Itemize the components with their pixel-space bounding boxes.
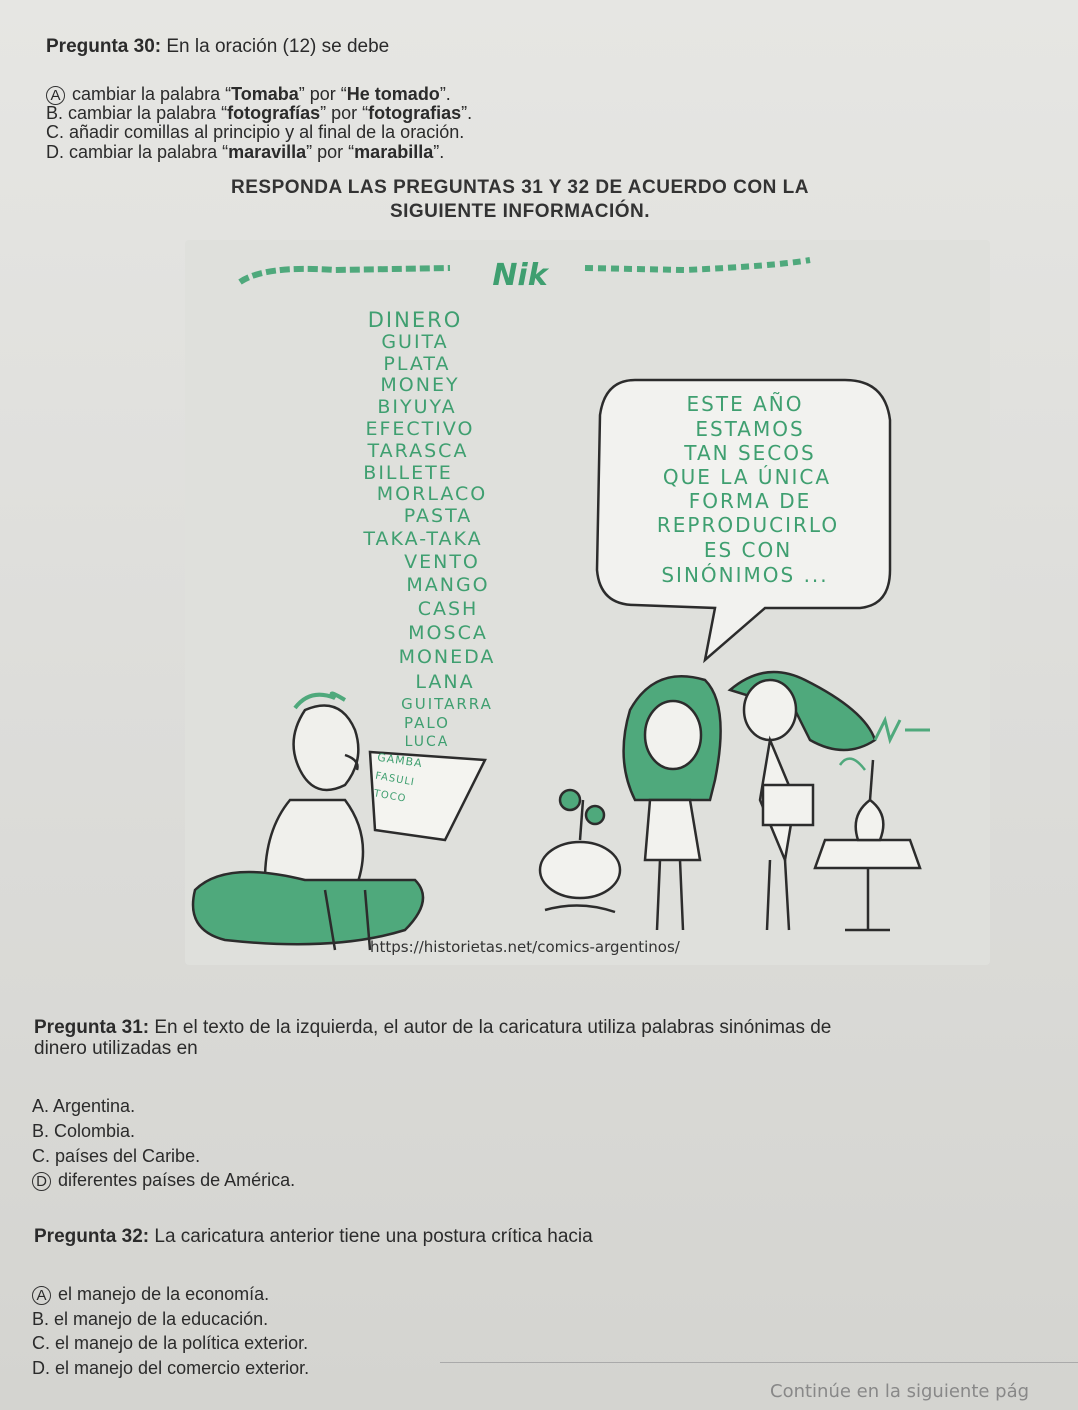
comic-signature: Nik [492, 258, 548, 293]
option-text: ”. [433, 142, 445, 162]
option-letter: D. [46, 142, 64, 162]
bubble-line: ES CON [703, 538, 793, 562]
synonym-word: PLATA [383, 353, 451, 375]
question-31-title [34, 1017, 831, 1039]
option-text: ”. [439, 84, 451, 104]
option-text: ” por “ [320, 103, 369, 123]
bubble-line: QUE LA ÚNICA [662, 465, 832, 489]
option-letter: C. [46, 122, 64, 142]
synonym-word: FASULI [374, 770, 416, 789]
question-31-label: Pregunta 31: [34, 1017, 150, 1038]
q32-option-a[interactable] [32, 1283, 269, 1305]
comic-source-url: https://historietas.net/comics-argentinos/ [370, 938, 680, 956]
question-31-text-cont: dinero utilizadas en [34, 1038, 198, 1059]
synonym-word: GUITA [381, 331, 449, 353]
girl-character [624, 676, 721, 930]
synonym-word: MONEDA [398, 646, 496, 668]
selected-mark-d: D [32, 1172, 51, 1191]
footer-divider [440, 1362, 1078, 1363]
selected-mark-a: A [46, 86, 65, 105]
option-bold-word: Tomaba [231, 84, 299, 104]
bubble-line: REPRODUCIRLO [656, 513, 840, 537]
q32-option-c[interactable]: C. el manejo de la política exterior. [32, 1333, 309, 1353]
bubble-line: SINÓNIMOS ... [661, 563, 829, 587]
q30-option-d[interactable] [46, 141, 444, 163]
synonym-word: BILLETE [363, 462, 453, 484]
synonym-word: TAKA-TAKA [363, 528, 483, 550]
question-30-label: Pregunta 30: [46, 36, 162, 57]
option-text: ” por “ [298, 84, 347, 104]
option-text: ” por “ [306, 142, 355, 162]
synonym-word: MONEY [380, 374, 460, 396]
option-text: cambiar la palabra “ [68, 103, 228, 123]
synonym-word: BIYUYA [377, 396, 457, 418]
synonym-word: DINERO [367, 308, 463, 332]
synonym-word: MANGO [406, 574, 490, 596]
synonym-word: LUCA [404, 734, 450, 750]
synonym-word: GAMBA [376, 750, 424, 771]
option-bold-word: fotografías [227, 103, 321, 123]
option-text: el manejo de la economía. [58, 1284, 270, 1304]
synonym-word: GUITARRA [401, 695, 493, 713]
q31-option-c[interactable]: C. países del Caribe. [32, 1146, 201, 1166]
option-bold-word: He tomado [346, 84, 440, 104]
option-text: diferentes países de América. [58, 1170, 296, 1190]
option-bold-word: maravilla [228, 142, 307, 162]
comic-illustration [185, 240, 990, 965]
boy-character [730, 672, 875, 930]
comic-strip [185, 240, 990, 965]
option-text: cambiar la palabra “ [72, 84, 232, 104]
q32-option-b[interactable]: B. el manejo de la educación. [32, 1309, 269, 1329]
bubble-line: ESTAMOS [695, 417, 805, 441]
section-instruction [150, 176, 890, 224]
synonym-word: PALO [404, 714, 450, 732]
signature-mark [875, 720, 930, 740]
synonym-word: VENTO [404, 551, 480, 573]
synonym-word: LANA [415, 671, 475, 693]
synonym-word: PASTA [403, 505, 473, 527]
instruction-line-2: SIGUIENTE INFORMACIÓN. [389, 201, 651, 222]
synonym-word: MOSCA [408, 622, 488, 644]
question-32-title [34, 1226, 593, 1248]
continue-note: Continúe en la siguiente pág [770, 1381, 1030, 1402]
bubble-line: ESTE AÑO [686, 392, 804, 416]
synonym-word: EFECTIVO [365, 418, 475, 440]
bubble-line: FORMA DE [688, 489, 812, 513]
option-bold-word: marabilla [354, 142, 434, 162]
q31-option-a[interactable]: A. Argentina. [32, 1096, 136, 1116]
question-30-title [46, 36, 389, 58]
q31-option-d[interactable] [32, 1169, 295, 1191]
bubble-line: TAN SECOS [684, 441, 816, 465]
table-with-vase [815, 759, 920, 930]
q30-option-c[interactable] [46, 121, 464, 143]
q31-option-b[interactable]: B. Colombia. [32, 1121, 136, 1141]
question-32-label: Pregunta 32: [34, 1226, 150, 1247]
option-letter: B. [46, 103, 64, 123]
question-32-text: La caricatura anterior tiene una postura crítica hacia [154, 1226, 593, 1247]
instruction-line-1: RESPONDA LAS PREGUNTAS 31 Y 32 DE ACUERDO CON LA [231, 177, 809, 198]
question-30-text: En la oración (12) se debe [166, 36, 390, 57]
synonym-word: TARASCA [367, 440, 469, 462]
synonym-word: TOCO [372, 788, 408, 805]
option-bold-word: fotografias [368, 103, 462, 123]
synonym-word: CASH [417, 598, 479, 620]
synonym-word: MORLACO [376, 483, 488, 505]
option-text: añadir comillas al principio y al final de la oración. [69, 122, 465, 142]
option-text: cambiar la palabra “ [69, 142, 229, 162]
question-31-text: En el texto de la izquierda, el autor de la caricatura utiliza palabras sinónimas de [154, 1017, 832, 1038]
q32-option-d[interactable]: D. el manejo del comercio exterior. [32, 1358, 310, 1378]
selected-mark-a: A [32, 1286, 51, 1305]
option-text: ”. [461, 103, 473, 123]
little-creature [540, 790, 620, 912]
